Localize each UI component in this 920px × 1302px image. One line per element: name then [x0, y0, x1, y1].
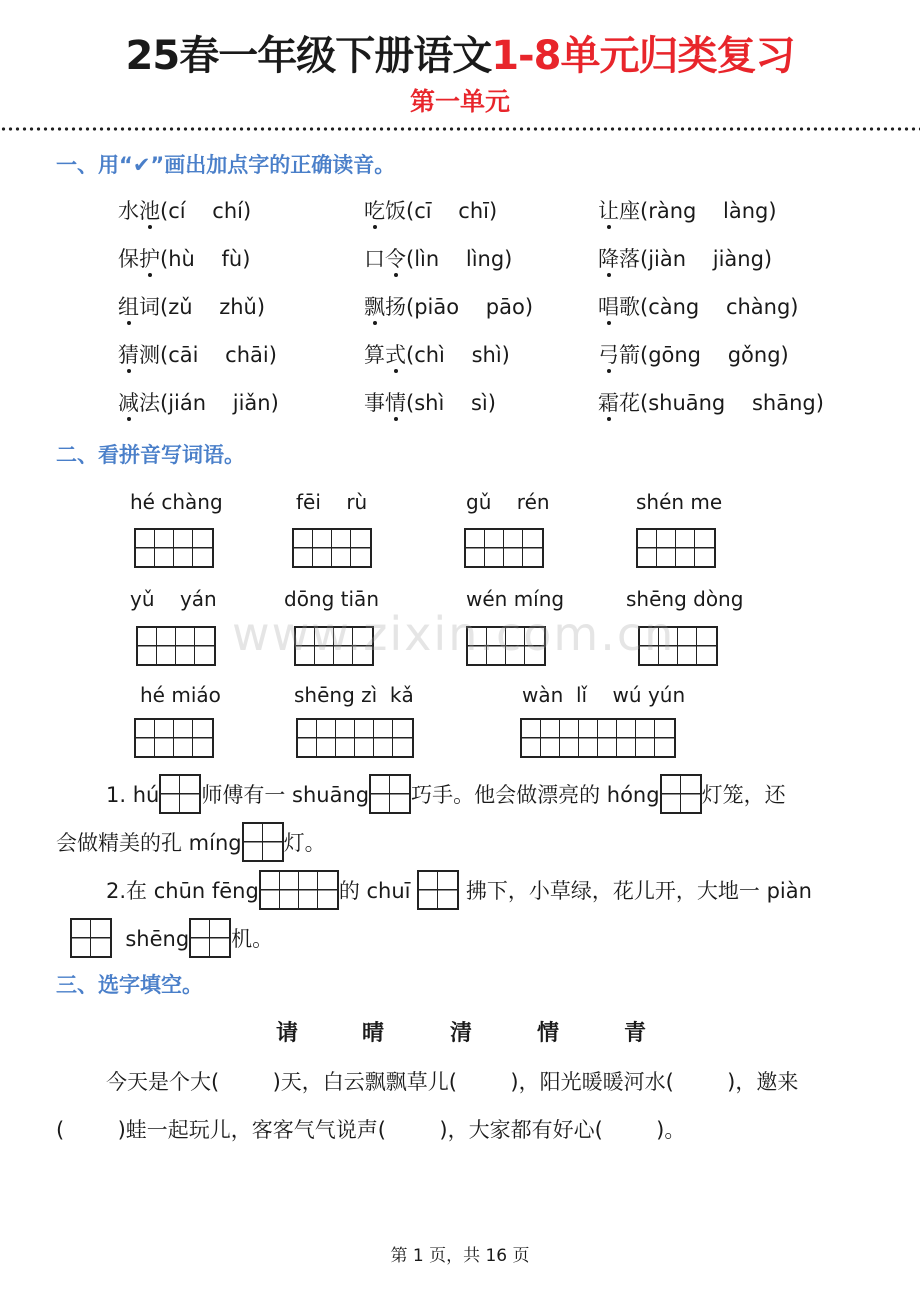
word-char: 法 — [139, 391, 160, 415]
pronunciation-item — [118, 196, 251, 226]
word-char: 词 — [139, 295, 160, 319]
dotted-char: 减 — [118, 391, 139, 415]
pinyin-options[interactable]: (jiàn jiàng) — [640, 247, 773, 271]
dotted-char: 唱 — [598, 295, 619, 319]
sentence1-line1 — [106, 776, 786, 816]
dotted-char: 吃 — [364, 199, 385, 223]
sentence1-line2 — [56, 824, 326, 864]
word-char: 饭 — [385, 199, 406, 223]
dotted-char: 式 — [385, 343, 406, 367]
pinyin-label: fēi rù — [296, 490, 368, 514]
s1-text-d: 灯笼，还 — [701, 783, 786, 807]
writing-box[interactable] — [369, 774, 411, 814]
word-char: 保 — [118, 247, 139, 271]
writing-grid[interactable] — [292, 528, 372, 568]
word-char: 事 — [364, 391, 385, 415]
pinyin-options[interactable]: (cí chí) — [160, 199, 252, 223]
dotted-char: 池 — [139, 199, 160, 223]
sentence2-line2 — [70, 920, 273, 960]
pinyin-options[interactable]: (lìn lìng) — [406, 247, 513, 271]
pronunciation-item — [118, 244, 250, 274]
pinyin-options[interactable]: (shì sì) — [406, 391, 496, 415]
pinyin-label: dōng tiān — [284, 587, 379, 611]
writing-box[interactable] — [189, 918, 231, 958]
dotted-char: 猜 — [118, 343, 139, 367]
dotted-char: 组 — [118, 295, 139, 319]
section1-heading-post: ”画出加点字的正确读音。 — [150, 153, 396, 177]
pinyin-label: shēng zì kǎ — [294, 683, 414, 707]
pinyin-label: shén me — [636, 490, 723, 514]
s1-text-c: 巧手。他会做漂亮的 hóng — [411, 783, 660, 807]
pronunciation-item — [118, 388, 279, 418]
char-option: 清 — [450, 1021, 473, 1046]
dotted-char: 弓 — [598, 343, 619, 367]
pronunciation-item — [598, 196, 777, 226]
pinyin-options[interactable]: (hù fù) — [160, 247, 251, 271]
word-char: 座 — [619, 199, 640, 223]
page-footer: 第 1 页，共 16 页 — [390, 1246, 530, 1266]
writing-box[interactable] — [242, 822, 284, 862]
title-red: 1-8单元归类复习 — [491, 33, 795, 79]
dotted-char: 霜 — [598, 391, 619, 415]
s2-text-a: 2.在 chūn fēng — [106, 879, 259, 903]
pinyin-label: wàn lǐ wú yún — [522, 683, 686, 707]
pinyin-options[interactable]: (shuāng shāng) — [640, 391, 824, 415]
s1-text-a: 1. hú — [106, 783, 160, 807]
pronunciation-item — [364, 292, 533, 322]
s1-text-f: 灯。 — [283, 831, 326, 855]
pinyin-options[interactable]: (ràng làng) — [640, 199, 777, 223]
pinyin-label: hé chàng — [130, 490, 223, 514]
writing-box[interactable] — [417, 870, 459, 910]
pronunciation-item — [598, 244, 772, 274]
document-title — [0, 26, 920, 86]
pronunciation-item — [364, 244, 512, 274]
word-char: 花 — [619, 391, 640, 415]
pronunciation-item — [598, 292, 799, 322]
writing-box[interactable] — [660, 774, 702, 814]
s2-text-d: shēng — [125, 927, 190, 951]
pinyin-options[interactable]: (piāo pāo) — [406, 295, 534, 319]
writing-box[interactable] — [259, 870, 339, 910]
word-char: 扬 — [385, 295, 406, 319]
pronunciation-item — [364, 388, 496, 418]
sentence2-line1 — [106, 872, 812, 912]
word-char: 水 — [118, 199, 139, 223]
section1-heading-pre: 一、用“ — [56, 153, 133, 177]
dotted-char: 让 — [598, 199, 619, 223]
title-black: 25春一年级下册语文 — [125, 33, 492, 79]
char-option: 情 — [537, 1021, 560, 1046]
char-option: 请 — [276, 1021, 299, 1046]
pronunciation-item — [118, 292, 265, 322]
section2-heading: 二、看拼音写词语。 — [56, 443, 245, 467]
pronunciation-item — [598, 340, 789, 370]
check-icon: ✔ — [132, 153, 151, 177]
word-char: 落 — [619, 247, 640, 271]
pronunciation-item — [364, 340, 510, 370]
dotted-char: 护 — [139, 247, 160, 271]
writing-grid[interactable] — [636, 528, 716, 568]
char-option: 晴 — [362, 1021, 385, 1046]
pinyin-options[interactable]: (càng chàng) — [640, 295, 799, 319]
s2-text-e: 机。 — [231, 927, 274, 951]
fill-blank-line1: 今天是个大( )天，白云飘飘草儿( )，阳光暖暖河水( )，邀来 — [106, 1070, 799, 1094]
pinyin-label: wén míng — [466, 587, 565, 611]
writing-grid[interactable] — [520, 718, 676, 758]
s1-text-b: 师傅有一 shuāng — [201, 783, 370, 807]
writing-grid[interactable] — [464, 528, 544, 568]
pinyin-options[interactable]: (cī chī) — [406, 199, 498, 223]
pinyin-label: shēng dòng — [626, 587, 744, 611]
pronunciation-item — [118, 340, 277, 370]
section1-heading — [56, 150, 395, 180]
pinyin-options[interactable]: (jián jiǎn) — [160, 391, 279, 415]
pinyin-options[interactable]: (cāi chāi) — [160, 343, 277, 367]
pinyin-label: hé miáo — [140, 683, 221, 707]
pinyin-label: gǔ rén — [466, 490, 550, 514]
pinyin-label: yǔ yán — [130, 587, 217, 611]
word-char: 算 — [364, 343, 385, 367]
s1-text-e: 会做精美的孔 míng — [56, 831, 242, 855]
pinyin-options[interactable]: (gōng gǒng) — [640, 343, 789, 367]
dotted-char: 飘 — [364, 295, 385, 319]
pronunciation-item — [598, 388, 824, 418]
writing-grid[interactable] — [134, 528, 214, 568]
pronunciation-item — [364, 196, 497, 226]
fill-blank-line2: ( )蛙一起玩儿，客客气气说声( )，大家都有好心( )。 — [56, 1118, 686, 1142]
watermark: www.zixin.com.cn — [232, 607, 676, 661]
dotted-char: 情 — [385, 391, 406, 415]
writing-grid[interactable] — [136, 626, 216, 666]
word-char: 口 — [364, 247, 385, 271]
word-char: 歌 — [619, 295, 640, 319]
writing-grid[interactable] — [296, 718, 414, 758]
pinyin-options[interactable]: (zǔ zhǔ) — [160, 295, 266, 319]
dotted-divider — [0, 126, 920, 132]
pinyin-options[interactable]: (chì shì) — [406, 343, 510, 367]
s2-text-c: 拂下，小草绿，花儿开，大地一 piàn — [465, 879, 812, 903]
section3-heading: 三、选字填空。 — [56, 973, 203, 997]
word-char: 测 — [139, 343, 160, 367]
dotted-char: 令 — [385, 247, 406, 271]
document-subtitle: 第一单元 — [409, 87, 510, 116]
char-option: 青 — [624, 1021, 647, 1046]
s2-text-b: 的 chuī — [338, 879, 411, 903]
writing-grid[interactable] — [134, 718, 214, 758]
word-char: 箭 — [619, 343, 640, 367]
dotted-char: 降 — [598, 247, 619, 271]
writing-box[interactable] — [70, 918, 112, 958]
writing-box[interactable] — [159, 774, 201, 814]
